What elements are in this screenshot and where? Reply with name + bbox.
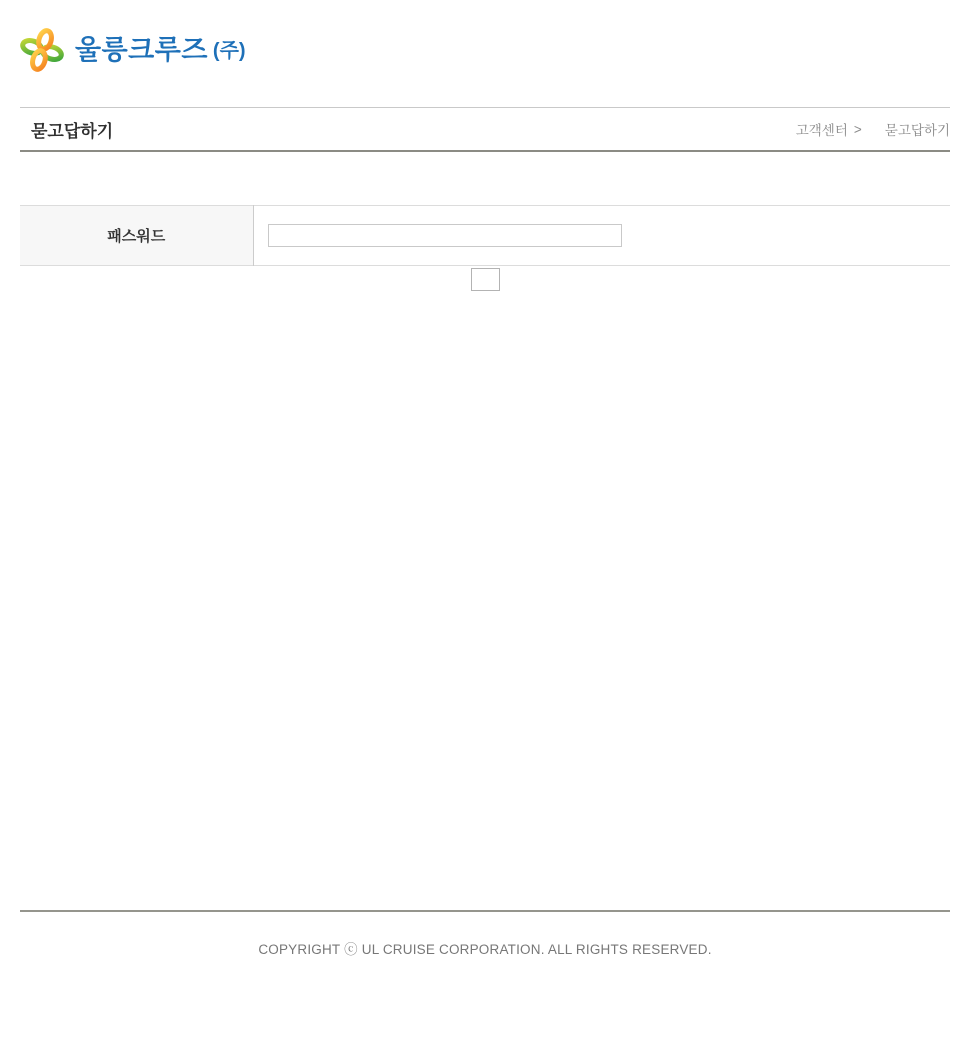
footer-divider — [20, 910, 950, 912]
breadcrumb-item-current[interactable]: 묻고답하기 — [884, 123, 950, 138]
copyright-text: COPYRIGHT ⓒ UL CRUISE CORPORATION. ALL RIGHTS RESERVED. — [258, 942, 712, 957]
site-header — [20, 0, 950, 107]
submit-row — [20, 268, 950, 291]
password-cell — [253, 206, 950, 266]
logo[interactable] — [20, 27, 246, 73]
table-row — [20, 206, 950, 266]
password-form-table — [20, 205, 950, 266]
breadcrumb-item-customer-center[interactable]: 고객센터 — [795, 123, 848, 138]
submit-button[interactable] — [471, 268, 500, 291]
password-form-section — [20, 205, 950, 291]
logo-suffix: (주) — [212, 40, 246, 62]
page-title: 묻고답하기 — [31, 121, 114, 141]
breadcrumb-separator: > — [853, 121, 862, 137]
breadcrumb — [796, 119, 950, 139]
logo-text: 울릉크루즈 — [75, 34, 208, 65]
page-container — [20, 0, 950, 958]
site-footer — [20, 910, 950, 958]
title-bar — [20, 107, 950, 152]
pinwheel-flower-icon — [20, 27, 64, 73]
password-input[interactable] — [268, 224, 622, 247]
password-label: 패스워드 — [20, 206, 253, 266]
